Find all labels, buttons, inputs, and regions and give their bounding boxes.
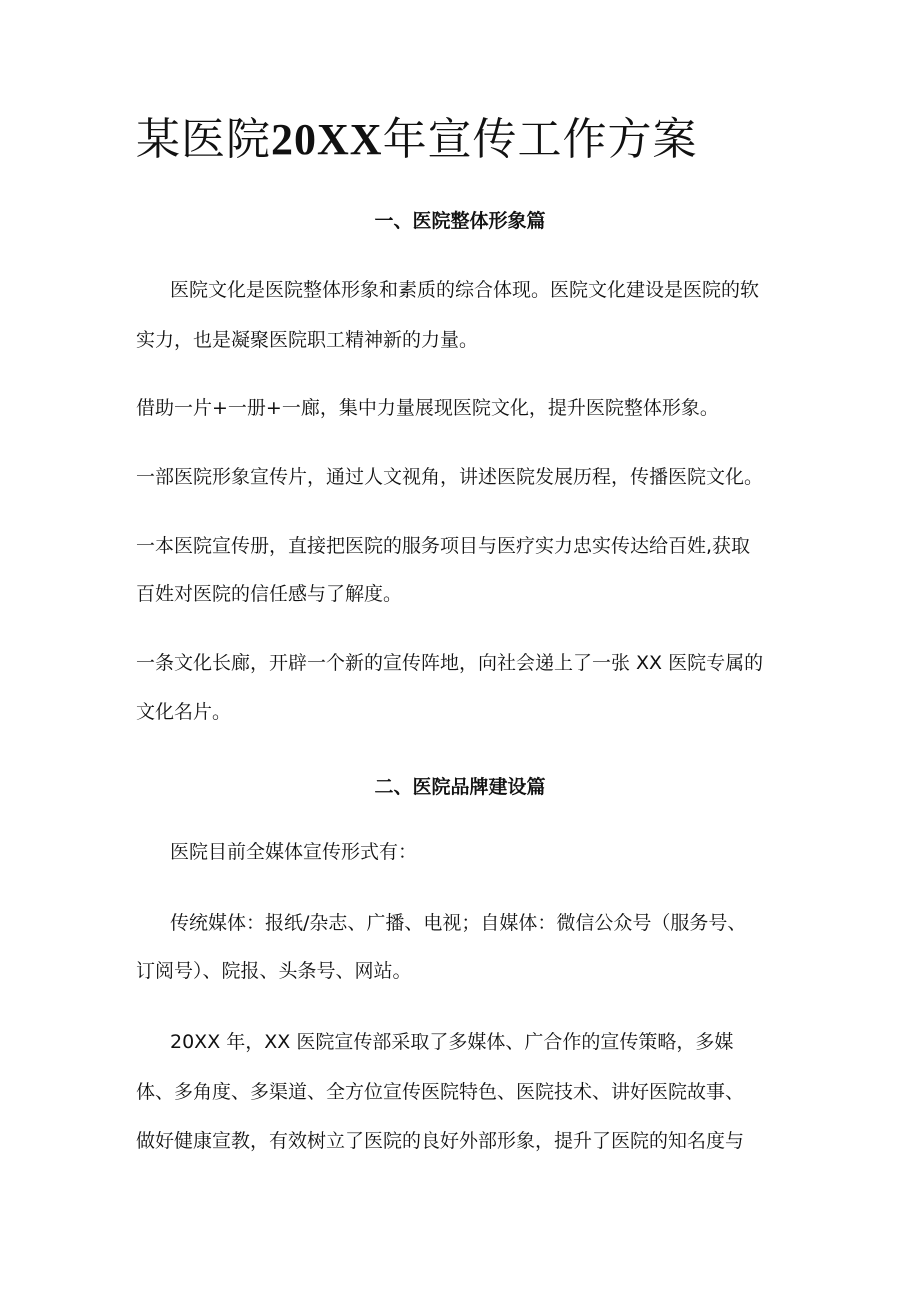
section-heading-brand: 二、医院品牌建设篇 bbox=[374, 776, 546, 798]
title-suffix: 年宣传工作方案 bbox=[382, 114, 698, 165]
paragraph-culture-line1: 医院文化是医院整体形象和素质的综合体现。医院文化建设是医院的软 bbox=[170, 279, 760, 301]
section-heading-image: 一、医院整体形象篇 bbox=[374, 210, 546, 232]
title-prefix: 某医院 bbox=[136, 114, 271, 165]
document-title bbox=[136, 110, 698, 170]
paragraph-brochure-line2: 百姓对医院的信任感与了解度。 bbox=[136, 583, 403, 605]
paragraph-corridor-line2: 文化名片。 bbox=[136, 701, 232, 723]
paragraph-media-types-line1: 传统媒体：报纸/杂志、广播、电视；自媒体：微信公众号（服务号、 bbox=[170, 912, 747, 934]
paragraph-media-forms: 医院目前全媒体宣传形式有： bbox=[170, 841, 418, 863]
paragraph-promo-film: 一部医院形象宣传片，通过人文视角，讲述医院发展历程，传播医院文化。 bbox=[136, 466, 764, 488]
paragraph-culture-line2: 实力，也是凝聚医院职工精神新的力量。 bbox=[136, 329, 479, 351]
title-year: 20XX bbox=[271, 115, 383, 164]
paragraph-strategy-line1: 20XX 年，XX 医院宣传部采取了多媒体、广合作的宣传策略，多媒 bbox=[170, 1031, 734, 1053]
paragraph-media-types-line2: 订阅号）、院报、头条号、网站。 bbox=[136, 960, 412, 982]
paragraph-brochure-line1: 一本医院宣传册，直接把医院的服务项目与医疗实力忠实传达给百姓,获取 bbox=[136, 535, 751, 557]
paragraph-corridor-line1: 一条文化长廊，开辟一个新的宣传阵地，向社会递上了一张 XX 医院专属的 bbox=[136, 652, 764, 674]
paragraph-one-film-one-book: 借助一片+一册+一廊，集中力量展现医院文化，提升医院整体形象。 bbox=[136, 397, 719, 419]
paragraph-strategy-line3: 做好健康宣教，有效树立了医院的良好外部形象，提升了医院的知名度与 bbox=[136, 1130, 745, 1152]
paragraph-strategy-line2: 体、多角度、多渠道、全方位宣传医院特色、医院技术、讲好医院故事、 bbox=[136, 1081, 745, 1103]
